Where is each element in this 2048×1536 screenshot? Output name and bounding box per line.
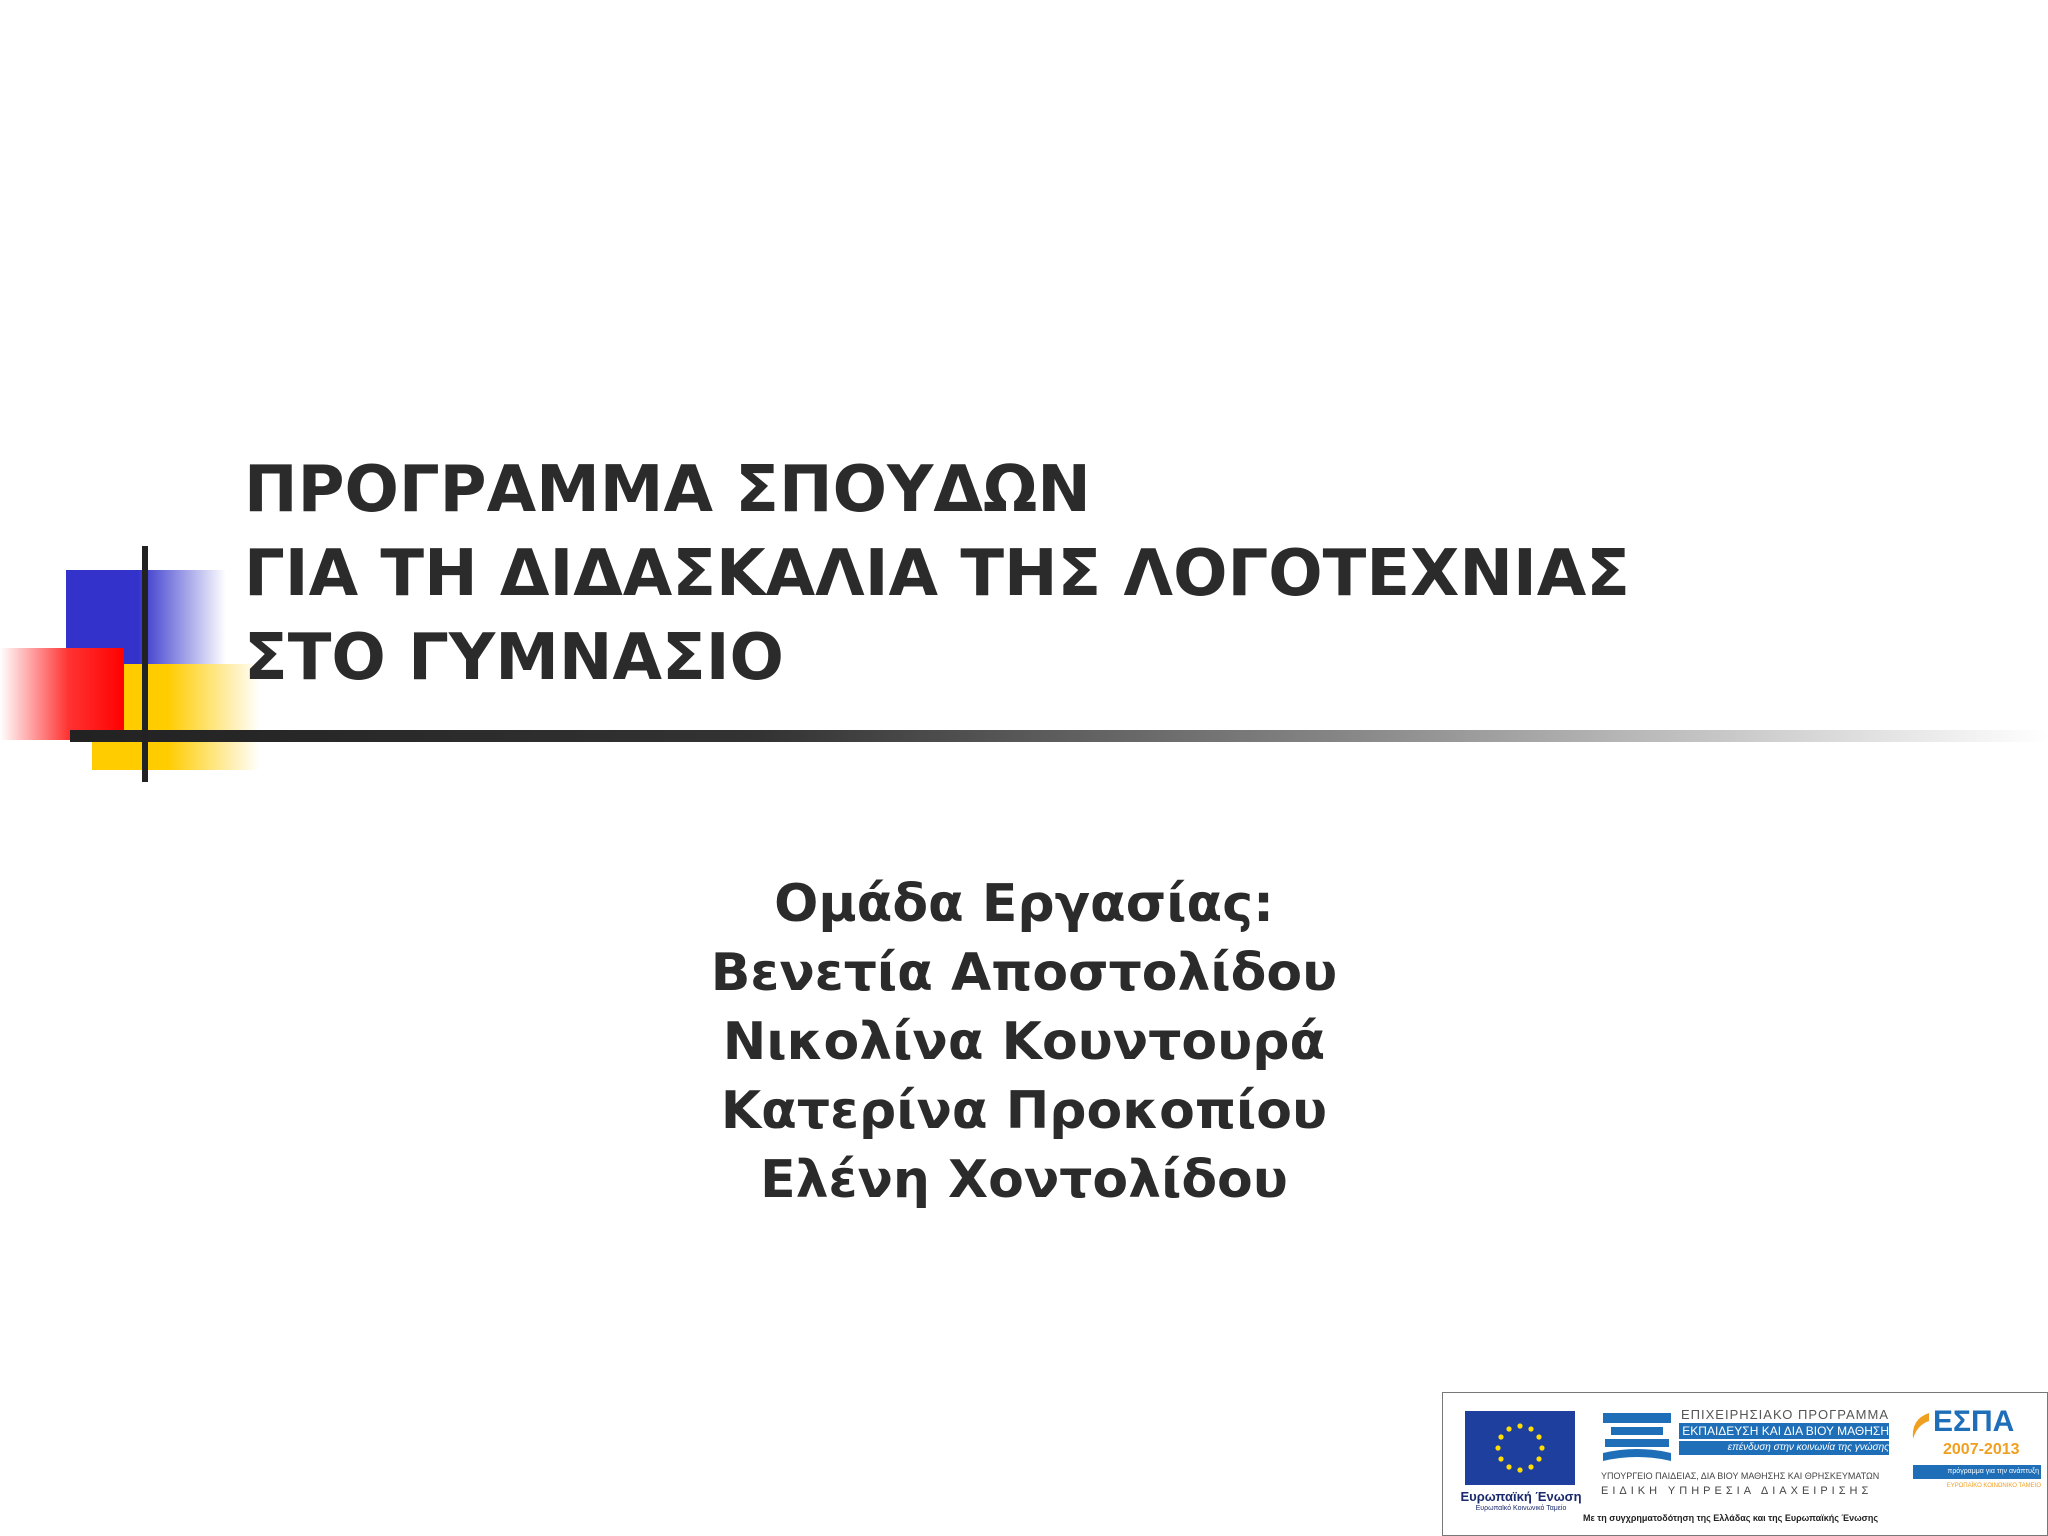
cofunding-text: Με τη συγχρηματοδότηση της Ελλάδας και της Ευρωπαϊκής Ένωσης [1583,1513,1879,1523]
team-block [524,870,1524,1215]
service-label: ΕΙΔΙΚΗ ΥΠΗΡΕΣΙΑ ΔΙΑΧΕΙΡΙΣΗΣ [1601,1485,1873,1497]
red-square-decoration [0,648,124,740]
title-line: ΠΡΟΓΡΑΜΜΑ ΣΠΟΥΔΩΝ [244,453,1091,527]
eu-flag-icon [1465,1411,1575,1485]
espa-years: 2007-2013 [1943,1441,2020,1458]
eu-fund: Ευρωπαϊκό Κοινωνικό Ταμείο [1475,1505,1567,1512]
vertical-rule [142,546,148,782]
team-member: Ελένη Χοντολίδου [760,1150,1288,1210]
eu-name: Ευρωπαϊκή Ένωση [1460,1489,1582,1504]
book-logo-icon [1601,1409,1673,1465]
slide-title [244,448,1944,700]
program-label: ΕΠΙΧΕΙΡΗΣΙΑΚΟ ΠΡΟΓΡΑΜΜΑ [1680,1407,1889,1422]
ministry-label: ΥΠΟΥΡΓΕΙΟ ΠΑΙΔΕΙΑΣ, ΔΙΑ ΒΙΟΥ ΜΑΘΗΣΗΣ ΚΑΙ ΘΡΗΣΚΕΥΜΑΤΩΝ [1601,1471,1880,1481]
espa-bar: πρόγραμμα για την ανάπτυξη [1913,1465,2041,1479]
espa-logo-text: ΕΣΠΑ [1933,1405,2015,1438]
espa-fund: ΕΥΡΩΠΑΪΚΟ ΚΟΙΝΩΝΙΚΟ ΤΑΜΕΙΟ [1946,1483,2041,1489]
team-member: Νικολίνα Κουντουρά [722,1012,1326,1072]
team-member: Βενετία Αποστολίδου [710,943,1338,1003]
horizontal-rule [70,730,2048,742]
title-line: ΓΙΑ ΤΗ ΔΙΔΑΣΚΑΛΙΑ ΤΗΣ ΛΟΓΟΤΕΧΝΙΑΣ [244,537,1630,611]
funding-banner [1442,1392,2048,1536]
team-member: Κατερίνα Προκοπίου [720,1081,1328,1141]
program-name: ΕΚΠΑΙΔΕΥΣΗ ΚΑΙ ΔΙΑ ΒΙΟΥ ΜΑΘΗΣΗ [1679,1423,1889,1439]
team-heading: Ομάδα Εργασίας: [774,874,1274,934]
title-line: ΣΤΟ ΓΥΜΝΑΣΙΟ [244,621,784,695]
program-slogan: επένδυση στην κοινωνία της γνώσης [1679,1441,1889,1455]
